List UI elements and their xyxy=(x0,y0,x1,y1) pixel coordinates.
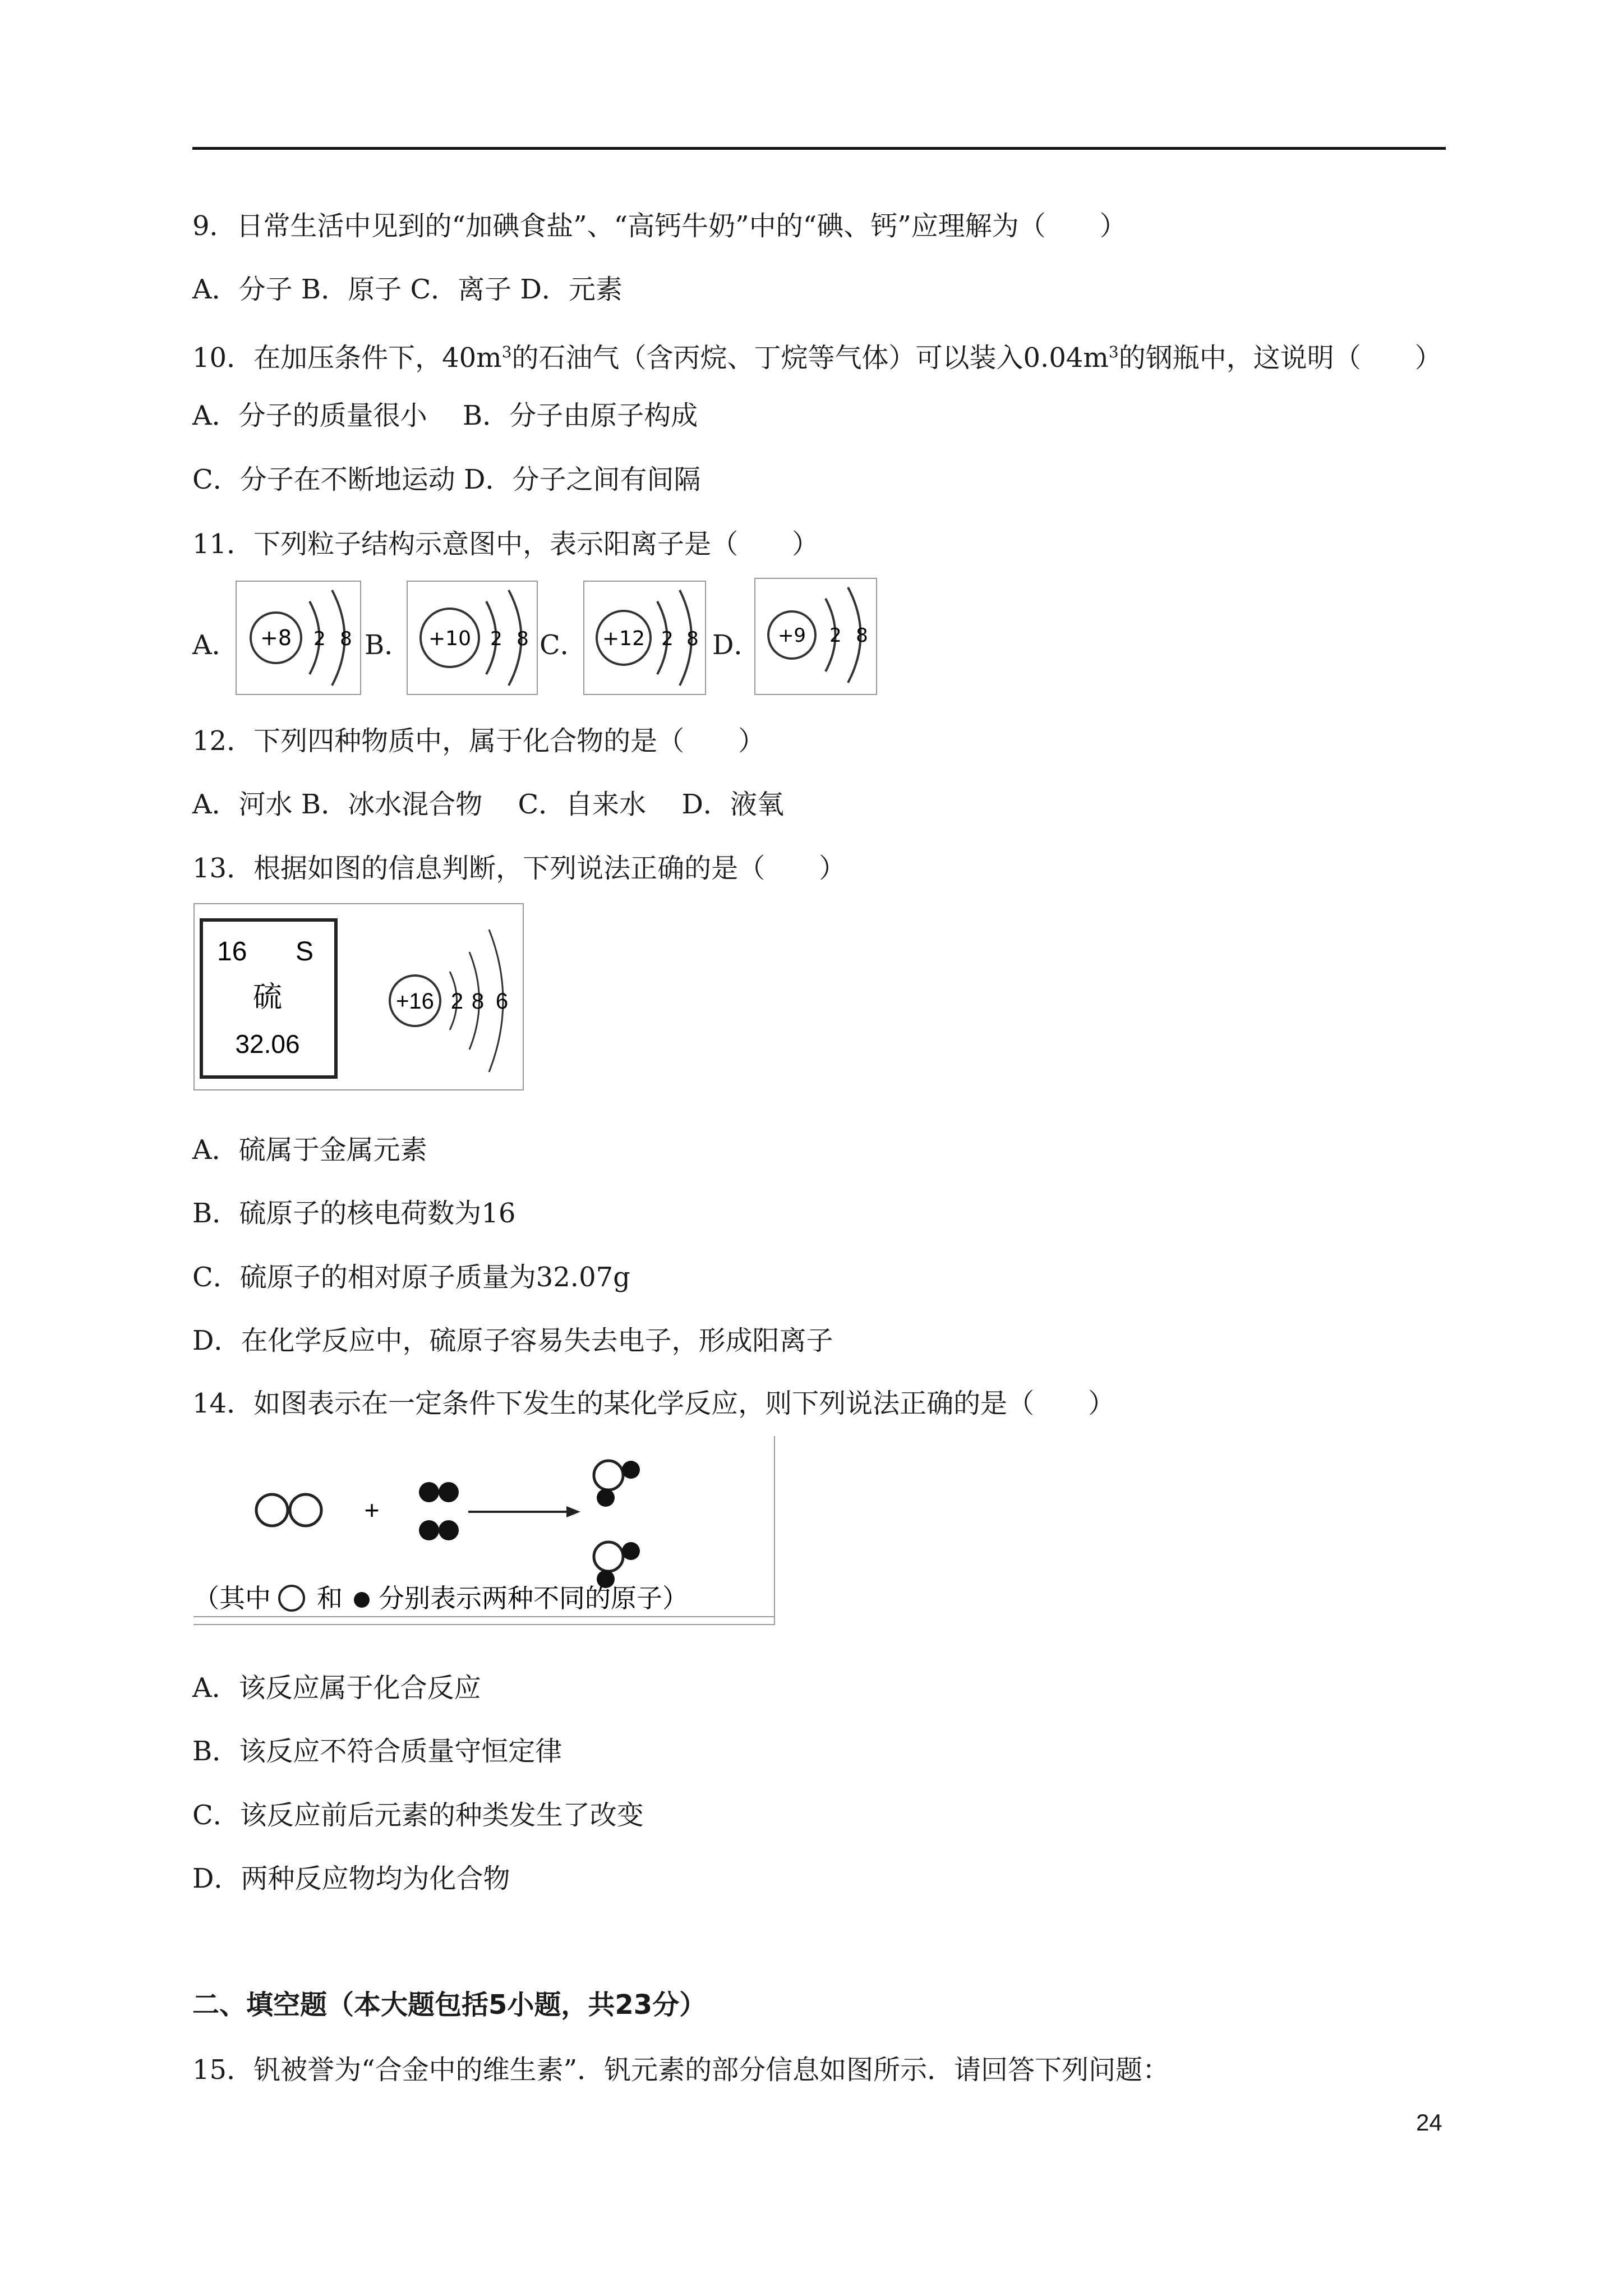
svg-text:6: 6 xyxy=(495,989,509,1014)
svg-text:2: 2 xyxy=(313,628,326,650)
black-atom xyxy=(439,1482,459,1502)
q12-options: A．河水 B．冰水混合物 C．自来水 D．液氧 xyxy=(192,789,784,820)
svg-text:2: 2 xyxy=(490,628,502,650)
q14-reaction-figure xyxy=(193,1436,775,1625)
q12-stem: 12．下列四种物质中，属于化合物的是（ ） xyxy=(192,725,766,757)
header-rule xyxy=(192,147,1446,150)
q11-stem: 11．下列粒子结构示意图中，表示阳离子是（ ） xyxy=(192,528,819,560)
q11-option-b-label: B． xyxy=(365,629,412,661)
q13-stem: 13．根据如图的信息判断，下列说法正确的是（ ） xyxy=(192,853,846,884)
element-number: 16 xyxy=(217,937,247,967)
plus-sign: + xyxy=(364,1496,380,1525)
q14-option-c: C．该反应前后元素的种类发生了改变 xyxy=(192,1800,644,1831)
q9-stem: 9．日常生活中见到的“加碘食盐”、“高钙牛奶”中的“碘、钙”应理解为（ ） xyxy=(192,210,1127,242)
black-atom-legend xyxy=(354,1592,370,1608)
q11-option-a-label: A． xyxy=(192,629,239,661)
svg-text:+10: +10 xyxy=(428,627,471,650)
white-atom xyxy=(256,1494,288,1526)
svg-text:+12: +12 xyxy=(602,627,645,650)
svg-text:（其中: （其中 xyxy=(193,1583,271,1613)
q11-option-c-label: C． xyxy=(540,629,587,661)
q13-option-c: C．硫原子的相对原子质量为32.07g xyxy=(192,1262,630,1293)
white-atom xyxy=(594,1461,623,1490)
q11-option-d-label: D． xyxy=(712,629,761,661)
svg-text:8: 8 xyxy=(517,628,529,650)
q13-option-b: B．硫原子的核电荷数为16 xyxy=(192,1198,516,1229)
svg-text:+9: +9 xyxy=(777,624,806,647)
q10-options-line2: C．分子在不断地运动 D．分子之间有间隔 xyxy=(192,464,701,495)
q11-option-d-diagram xyxy=(754,578,877,695)
nucleus-label: +16 xyxy=(396,989,434,1014)
q13-option-d: D．在化学反应中，硫原子容易失去电子，形成阳离子 xyxy=(192,1325,833,1356)
q13-figure xyxy=(193,903,524,1091)
svg-text:8: 8 xyxy=(686,628,699,650)
white-atom xyxy=(290,1494,321,1526)
white-atom-legend xyxy=(279,1586,304,1611)
element-name: 硫 xyxy=(252,981,283,1014)
svg-text:8: 8 xyxy=(340,628,352,650)
q13-option-a: A．硫属于金属元素 xyxy=(192,1134,427,1166)
q9-options: A．分子 B．原子 C．离子 D．元素 xyxy=(192,274,623,305)
q14-option-d: D．两种反应物均为化合物 xyxy=(192,1863,510,1894)
nucleus-label: +8 xyxy=(260,625,292,650)
svg-text:2: 2 xyxy=(661,628,674,650)
section-title: 二、填空题（本大题包括5小题，共23分） xyxy=(192,1989,707,2021)
q14-stem: 14．如图表示在一定条件下发生的某化学反应，则下列说法正确的是（ ） xyxy=(192,1388,1115,1419)
q14-option-a: A．该反应属于化合反应 xyxy=(192,1672,481,1704)
element-mass: 32.06 xyxy=(235,1029,300,1059)
q11-option-b-diagram xyxy=(407,581,538,695)
q10-options-line1: A．分子的质量很小 B．分子由原子构成 xyxy=(192,400,698,431)
element-symbol: S xyxy=(296,937,314,967)
svg-text:2: 2 xyxy=(829,624,842,647)
black-atom xyxy=(622,1542,640,1560)
black-atom xyxy=(622,1461,640,1479)
page-number: 24 xyxy=(1416,2109,1442,2136)
q14-option-b: B．该反应不符合质量守恒定律 xyxy=(192,1736,562,1767)
svg-text:8: 8 xyxy=(856,624,868,647)
svg-text:2: 2 xyxy=(450,989,464,1014)
black-atom xyxy=(419,1482,439,1502)
black-atom xyxy=(419,1520,439,1540)
white-atom xyxy=(594,1542,623,1571)
legend xyxy=(193,1583,688,1613)
svg-text:8: 8 xyxy=(471,989,485,1014)
q11-option-c-diagram xyxy=(583,581,706,695)
svg-text:和: 和 xyxy=(317,1583,343,1613)
svg-text:分别表示两种不同的原子）: 分别表示两种不同的原子） xyxy=(379,1583,688,1613)
q10-stem: 10．在加压条件下，$40m^3$的石油气（含丙烷、丁烷等气体）可以装入$0.04m^3$的钢瓶中，这说明（ ） xyxy=(192,342,1442,374)
black-atom xyxy=(439,1520,459,1540)
q11-option-a-diagram xyxy=(236,581,361,695)
q15-stem: 15．钒被誉为“合金中的维生素”．钒元素的部分信息如图所示．请回答下列问题： xyxy=(192,2054,1170,2086)
black-atom xyxy=(597,1489,615,1507)
